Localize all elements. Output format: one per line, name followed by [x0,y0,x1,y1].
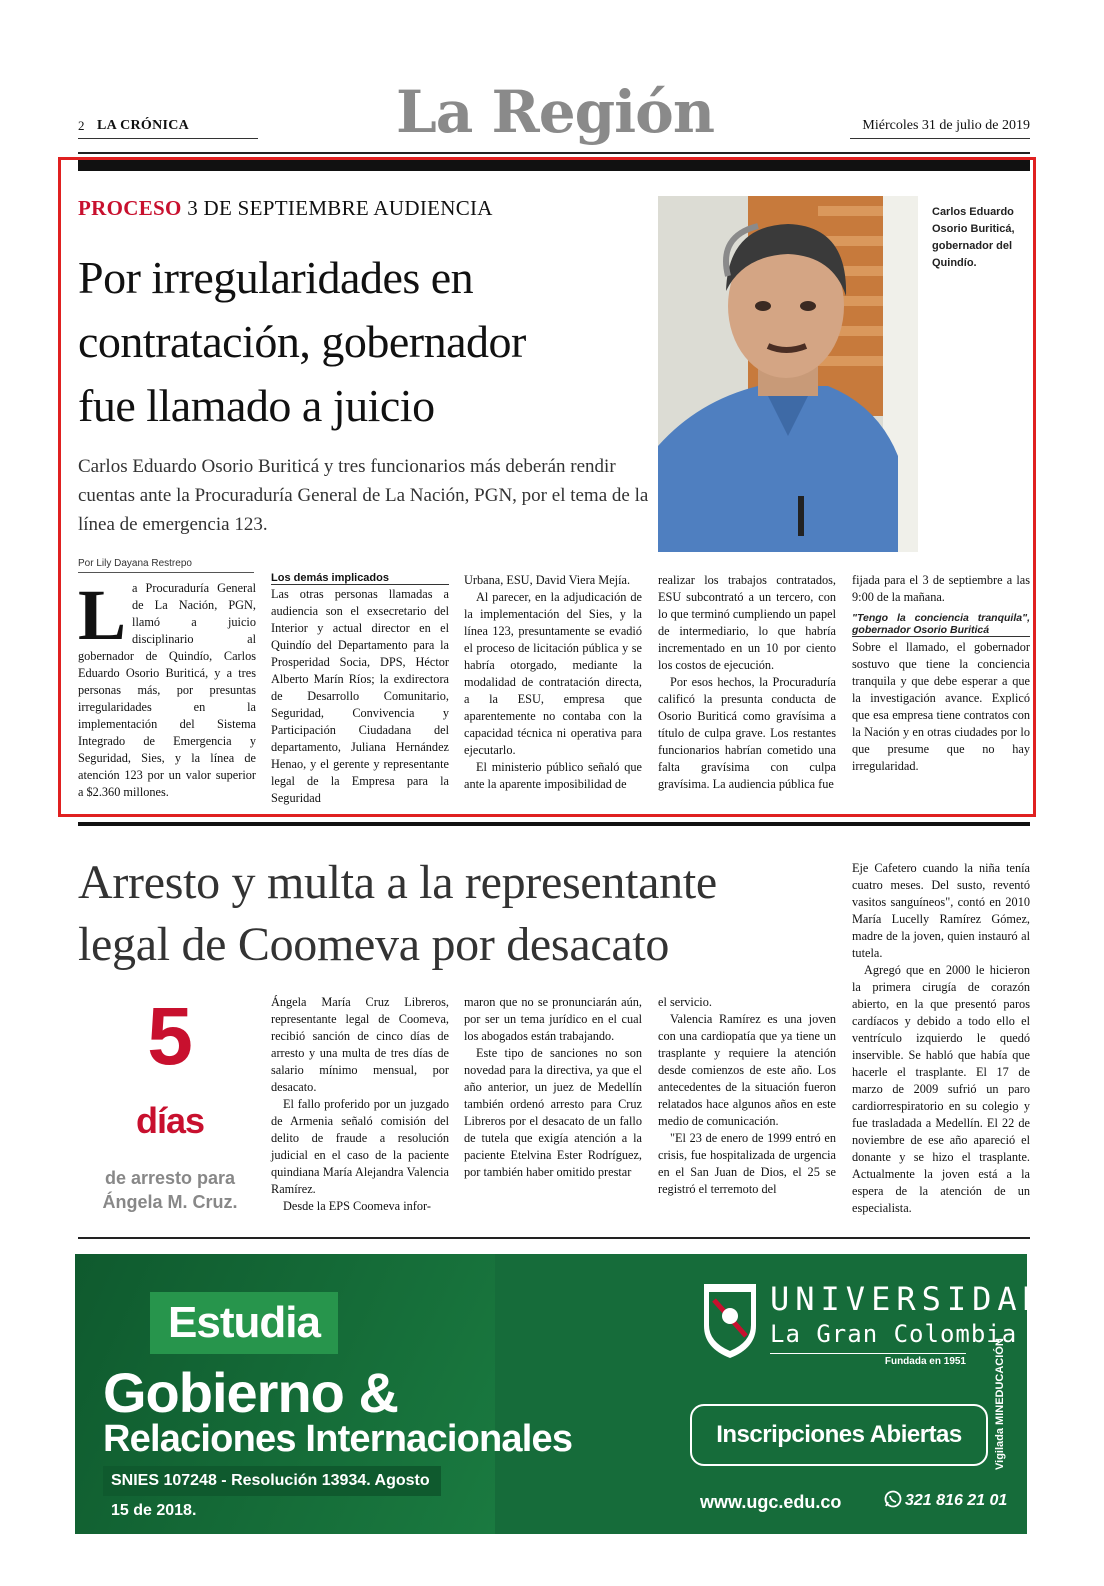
ad-website-link[interactable]: www.ugc.edu.co [700,1492,842,1512]
column-text: Agregó que en 2000 le hicieron la primera cirugía de corazón abierto, en la que presentó paros cardíacos y debido a todo ello el ventrículo izquierdo le quedó inservible. Se habló que había que hacerle el trasplante. El 17 de marzo de 2009 sufrió un paro cardiorrespiratorio en su colegio y fue trasladada a Medellín. El 22 de noviembre de ese año apareció el donante y se hizo el trasplante. Actualmente la joven está a la espera de la atención de un especialista. [852,963,1030,1215]
column-text: El fallo proferido por un juzgado de Armenia señaló comisión del delito de fraude a resolución judicial en el caso de la paciente quindiana María Alejandra Valencia Ramírez. [271,1097,449,1196]
story2-column-4 [852,860,1030,1217]
stat-number: 5 [147,991,193,1082]
publication-name: LA CRÓNICA [97,118,190,133]
ad-program-line1: Gobierno & [103,1361,398,1424]
ad-study-label: Estudia [150,1292,338,1354]
page-number: 2 [78,118,85,133]
ad-phone[interactable]: 321 816 21 01 [905,1492,1008,1509]
whatsapp-icon [884,1490,902,1508]
headline-line: Por irregularidades en [78,252,474,303]
column-text: Valencia Ramírez es una joven con una cardiopatía que ya tiene un trasplante y requiere la atención desde comienzos de este año. Los antecedentes de la situación fueron relatados hace algunos años en este medio de comunicación. [658,1012,836,1128]
university-founded: Fundada en 1951 [884,1356,966,1367]
photo-caption: Carlos Eduardo Osorio Buriticá, gobernador del Quindío. [932,206,1015,269]
ad-program-line2: Relaciones Internacionales [103,1418,573,1460]
byline: Por Lily Dayana Restrepo [78,558,192,569]
ad-vigilada: Vigilada MINEDUCACIÓN [994,1338,1006,1470]
section-title: La Región [395,78,715,146]
column-text: Desde la EPS Coomeva infor- [283,1199,431,1213]
kicker-label: PROCESO [78,196,182,220]
story2-column-1 [271,994,449,1215]
column-text: Este tipo de sanciones no son novedad para la directiva, ya que el año anterior, un juez de Medellín también ordenó arresto para Cruz Libreros por el desacato de un fallo de tutela que exigía atención a la paciente Etelvina Ester Rodríguez, por también haber omitido prestar [464,1046,642,1179]
registration-button[interactable]: Inscripciones Abiertas [690,1404,988,1466]
column-text: Las otras personas llamadas a audiencia son el exsecretario del Interior y actual director en el Quindío del Departamento para la Prosperidad Socia, DPS, Héctor Alberto Marín Ríos; la exdirectora de Desarrollo Comunitario, Seguridad, Convivencia y Participación Ciudadana del departamento, Juliana Hernández Henao, y el gerente y representante legal de la Empresa para la Seguridad [271,587,449,805]
issue-date: Miércoles 31 de julio de 2019 [862,118,1030,133]
column-text: el servicio. [658,995,712,1009]
ad-snies: SNIES 107248 - Resolución 13934. Agosto 15 de 2018. [103,1466,441,1496]
header-rule-thin [78,152,1030,154]
byline-rule [78,572,254,573]
kicker-text: 3 DE SEPTIEMBRE AUDIENCIA [187,196,493,220]
column-text: Ángela María Cruz Libreros, representante legal de Coomeva, recibió sanción de cinco días de arresto y una multa de tres días de salario mínimo mensual, por desacato. [271,995,449,1094]
story1-deck: Carlos Eduardo Osorio Buriticá y tres funcionarios más deberán rendir cuentas ante la Procuraduría General de La Nación, PGN, por el tema de la línea de emergencia 123. [78,456,649,535]
university-shield-icon [700,1280,760,1360]
story1-column-1 [78,575,256,801]
headline-line: contratación, gobernador [78,316,526,367]
column-text: Sobre el llamado, el gobernador sostuvo que tiene la conciencia tranquila y que debe esperar a que la investigación avance. Explicó que esa empresa tiene contratos con la Nación y en otras ciudades por lo que presume que no hay irregularidad. [852,640,1030,773]
story1-column-5 [852,572,1030,775]
story1-column-2 [271,572,449,807]
column-text: fijada para el 3 de septiembre a las 9:00 de la mañana. [852,573,1030,604]
stat-description: de arresto para Ángela M. Cruz. [102,1168,238,1212]
story1-headline [78,246,668,438]
university-name-line2: La Gran Colombia [770,1320,1018,1348]
column-text: El ministerio público señaló que ante la aparente imposibilidad de [464,760,642,791]
column-text: Por esos hechos, la Procuraduría calificó la presunta conducta de Osorio Buriticá como gravísima a título de culpa grave. Los restantes funcionarios habrían cometido una falta gravísima con culpa gravísima. La audiencia pública fue [658,675,836,791]
column-text: a Procuraduría General de La Nación, PGN, llamó a juicio disciplinario al gobernador de Quindío, Carlos Eduardo Osorio Buriticá, y a tres personas más, por presuntas irregularidades en la implementación del Sistema Integrado de Emergencia y Seguridad, Sies, y la línea de atención 123 por un valor superior a $2.360 millones. [78,581,256,799]
section-divider [78,822,1030,826]
column-text: maron que no se pronunciarán aún, por ser un tema jurídico en el cual los abogados están trabajando. [464,995,642,1043]
column-text: realizar los trabajos contratados, ESU subcontrató a un tercero, con lo que terminó cumpliendo un papel de intermediario, lo que habría incrementado en un 10 por ciento los costos de ejecución. [658,573,836,672]
stat-unit: días [135,1100,205,1141]
headline-line: Arresto y multa a la representante [78,856,717,909]
portrait-illustration [658,196,918,552]
drop-cap: L [78,575,127,655]
header-underline-left [78,138,258,139]
university-name-line1: UNIVERSIDAD [770,1280,1048,1318]
column-text: Urbana, ESU, David Viera Mejía. [464,573,631,587]
column-text: Al parecer, en la adjudicación de la implementación del Sies, y la línea 123, presuntamente se evadió el proceso de licitación pública y se habría otorgado, mediante la modalidad de contratación directa, a la ESU, empresa que aparentemente no contaba con la capacidad técnica ni operativa para ejecutarlo. [464,590,642,757]
university-underline [770,1353,966,1354]
story1-column-4 [658,572,836,793]
story2-column-2 [464,994,642,1181]
column-text: Eje Cafetero cuando la niña tenía cuatro meses. Del susto, reventó vasitos sanguíneos", contó en 2010 María Lucelly Ramírez Gómez, madre de la joven, quien instauró al tutela. [852,861,1030,960]
column-text: "El 23 de enero de 1999 entró en crisis, fue hospitalizada de urgencia en el San Juan de Dios, el 25 se registró el terremoto del [658,1131,836,1196]
story1-kicker [78,196,493,221]
headline-line: fue llamado a juicio [78,380,435,431]
subhead: "Tengo la conciencia tranquila", gobernador Osorio Buriticá [852,612,1030,636]
story2-column-3 [658,994,836,1198]
header-underline-right [850,138,1030,139]
story2-headline [78,852,838,976]
headline-line: legal de Coomeva por desacato [78,918,670,971]
ad-divider [78,1237,1030,1239]
governor-photo [658,196,918,552]
story1-column-3 [464,572,642,793]
subhead: Los demás implicados [271,572,449,585]
